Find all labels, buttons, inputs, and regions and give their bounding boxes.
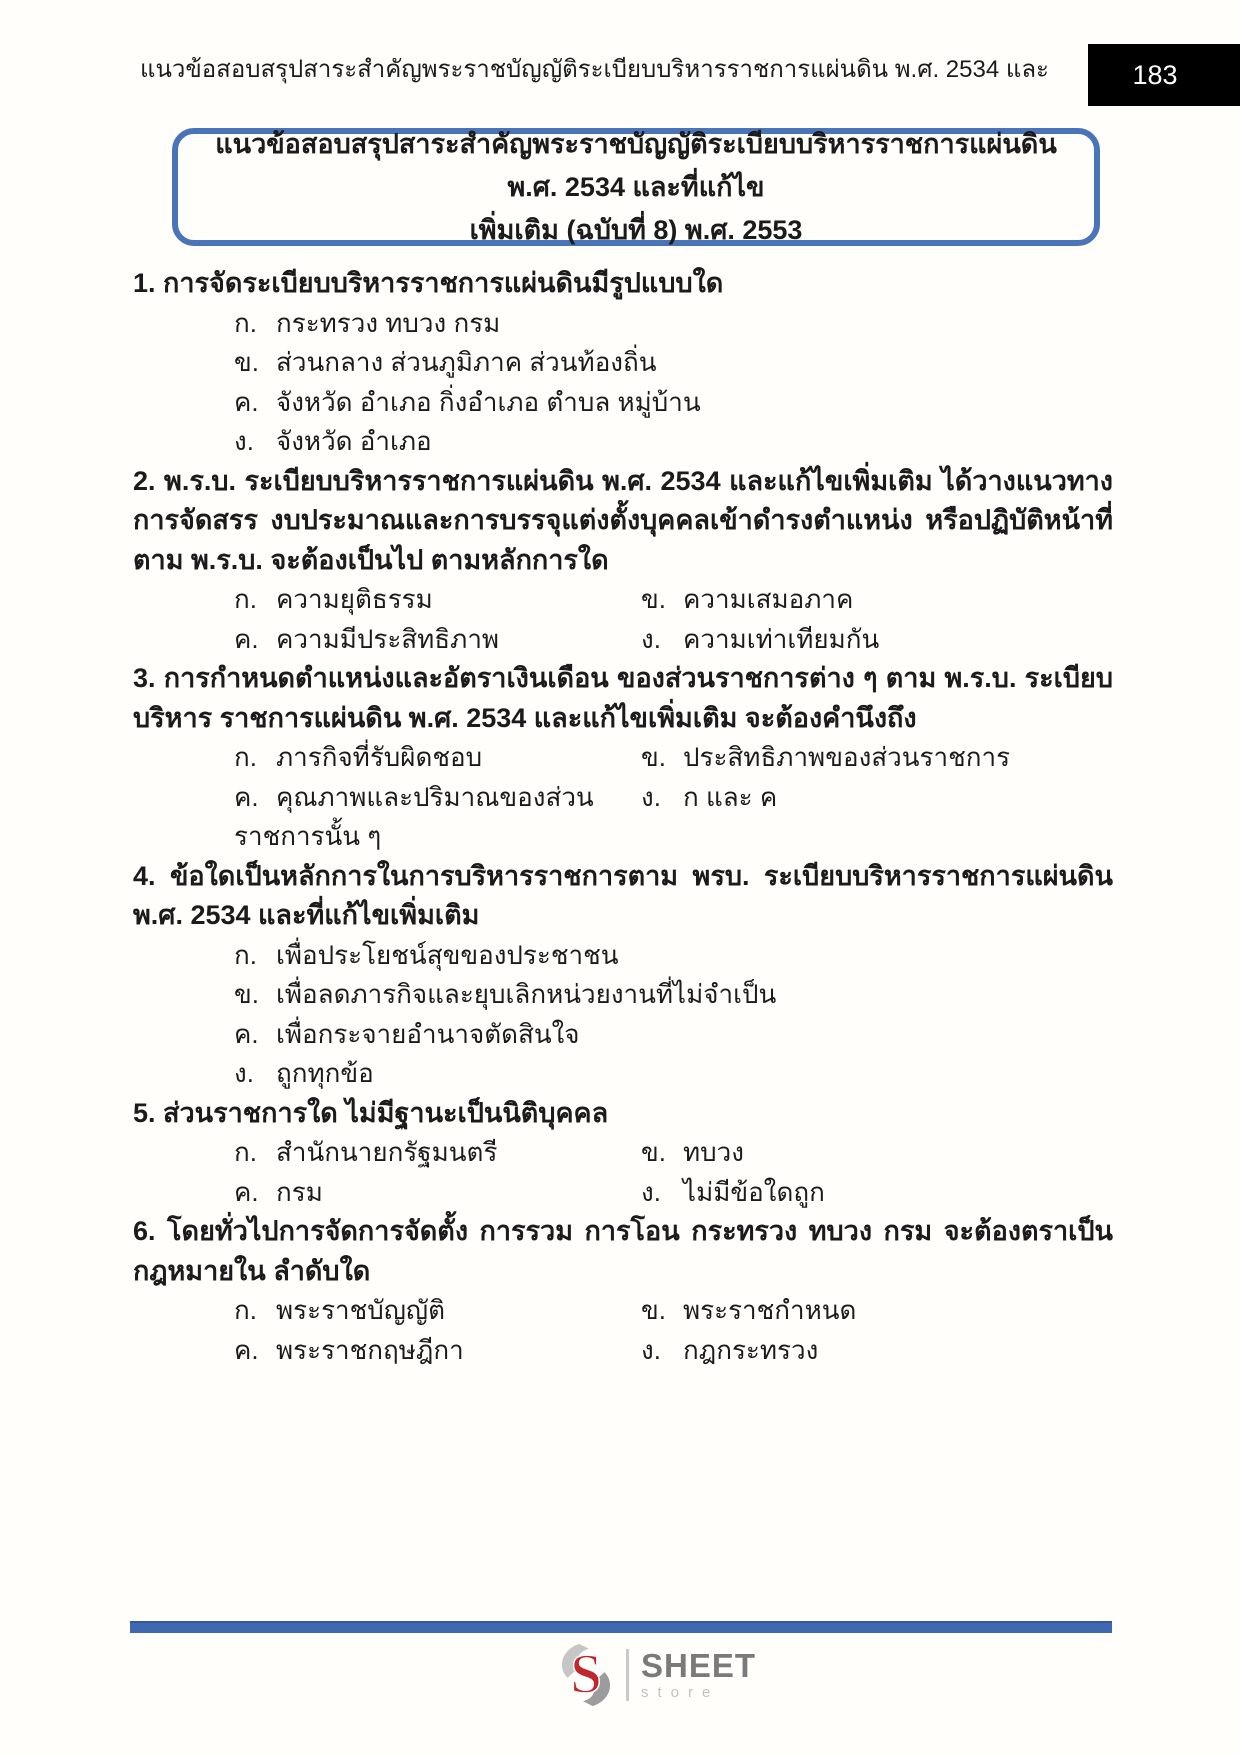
option-text: สำนักนายกรัฐมนตรี (276, 1137, 498, 1167)
question-2-option-a (234, 580, 641, 620)
question-2-option-c (234, 620, 641, 660)
question-1-option-c (133, 383, 1113, 423)
question-6-option-a (234, 1291, 641, 1331)
option-label: ค. (234, 1334, 259, 1365)
question-5-option-c (234, 1173, 641, 1213)
question-4 (133, 857, 1113, 1094)
question-2 (133, 462, 1113, 660)
option-label: ง. (641, 781, 661, 812)
question-6-option-c (234, 1331, 641, 1371)
option-label: ข. (641, 1137, 666, 1167)
question-2-text: 2. พ.ร.บ. ระเบียบบริหารราชการแผ่นดิน พ.ศ. 2534 และแก้ไขเพิ่มเติม ได้วางแนวทางการจัดสรร งบประมาณและการบรรจุแต่งตั้งบุคคลเข้าดำรงตำแหน่ง หรือปฏิบัติหน้าที่ตาม พ.ร.บ. จะต้องเป็นไป ตามหลักการใด (133, 465, 1113, 575)
option-label: ก. (234, 1295, 257, 1325)
svg-text:S: S (570, 1643, 602, 1706)
option-label: ง. (641, 1176, 661, 1207)
option-text: กรม (276, 1176, 323, 1207)
questions-list (133, 264, 1113, 1370)
question-4-option-a (133, 936, 1113, 976)
option-text: ประสิทธิภาพของส่วนราชการ (683, 742, 1011, 772)
option-label: ง. (641, 1334, 661, 1365)
option-text: ความมีประสิทธิภาพ (276, 623, 500, 654)
option-label: ก. (234, 584, 257, 614)
option-text: ก และ ค (683, 781, 778, 812)
option-text: เพื่อประโยชน์สุขของประชาชน (276, 939, 619, 970)
option-text: พระราชบัญญัติ (276, 1295, 445, 1325)
question-6-text: 6. โดยทั่วไปการจัดการจัดตั้ง การรวม การโอน กระทรวง ทบวง กรม จะต้องตราเป็นกฎหมายใน ลำดับใด (133, 1216, 1113, 1286)
option-label: ข. (641, 1295, 666, 1325)
question-3-option-d (641, 778, 1113, 857)
option-text: ความเสมอภาค (683, 584, 854, 614)
question-1-text: 1. การจัดระเบียบบริหารราชการแผ่นดินมีรูปแบบใด (133, 268, 724, 298)
option-label: ง. (234, 426, 254, 456)
option-text: ภารกิจที่รับผิดชอบ (276, 742, 483, 772)
question-4-text: 4. ข้อใดเป็นหลักการในการบริหารราชการตาม พรบ. ระเบียบบริหารราชการแผ่นดิน พ.ศ. 2534 และที่แก้ไขเพิ่มเติม (133, 860, 1113, 930)
option-label: ก. (234, 307, 257, 338)
question-5-option-a (234, 1133, 641, 1173)
option-text: ความยุติธรรม (276, 584, 433, 614)
question-6-options (133, 1291, 1113, 1370)
option-text: ถูกทุกข้อ (276, 1058, 374, 1088)
question-5-text: 5. ส่วนราชการใด ไม่มีฐานะเป็นนิติบุคคล (133, 1097, 609, 1128)
option-label: ค. (234, 1176, 259, 1207)
option-text: ไม่มีข้อใดถูก (683, 1176, 825, 1207)
logo-s-icon (552, 1640, 620, 1710)
option-label: ง. (234, 1058, 254, 1088)
option-text: ส่วนกลาง ส่วนภูมิภาค ส่วนท้องถิ่น (276, 347, 657, 377)
question-4-options (133, 936, 1113, 1094)
option-label: ค. (234, 781, 259, 812)
running-header: แนวข้อสอบสรุปสาระสำคัญพระราชบัญญัติระเบียบบริหารราชการแผ่นดิน พ.ศ. 2534 และ (140, 56, 1049, 83)
logo-divider (626, 1649, 629, 1701)
option-text: พระราชกฤษฎีกา (276, 1334, 464, 1365)
question-2-option-d (641, 620, 1113, 660)
option-label: ก. (234, 742, 257, 772)
question-3-option-a (234, 738, 641, 778)
option-label: ข. (641, 584, 666, 614)
option-text: เพื่อลดภารกิจและยุบเลิกหน่วยงานที่ไม่จำเป็น (276, 979, 777, 1009)
question-3-option-b (641, 738, 1113, 778)
question-3-option-c (234, 778, 641, 857)
option-label: ค. (234, 623, 259, 654)
question-5 (133, 1094, 1113, 1213)
sheet-store-logo (552, 1640, 756, 1710)
question-4-option-c (133, 1015, 1113, 1055)
question-1-option-d (133, 422, 1113, 462)
option-label: ง. (641, 623, 661, 654)
question-3 (133, 659, 1113, 857)
question-6-option-d (641, 1331, 1113, 1371)
question-5-option-b (641, 1133, 1113, 1173)
question-3-options (133, 738, 1113, 857)
option-text: จังหวัด อำเภอ (276, 426, 432, 456)
title-box (172, 128, 1100, 246)
page-number: 183 (1132, 59, 1178, 90)
option-label: ก. (234, 1137, 257, 1167)
option-label: ค. (234, 386, 259, 417)
logo-title: SHEET (641, 1647, 757, 1684)
page-number-box (1088, 44, 1240, 106)
title-line-2: เพิ่มเติม (ฉบับที่ 8) พ.ศ. 2553 (469, 214, 803, 245)
question-6-option-b (641, 1291, 1113, 1331)
option-text: พระราชกำหนด (683, 1295, 857, 1325)
option-label: ข. (234, 979, 259, 1009)
question-1-option-a (133, 304, 1113, 344)
title-line-1: แนวข้อสอบสรุปสาระสำคัญพระราชบัญญัติระเบียบบริหารราชการแผ่นดิน พ.ศ. 2534 และที่แก้ไข (215, 128, 1057, 202)
question-6 (133, 1212, 1113, 1370)
question-3-text: 3. การกำหนดตำแหน่งและอัตราเงินเดือน ของส่วนราชการต่าง ๆ ตาม พ.ร.บ. ระเบียบบริหาร ราชการแผ่นดิน พ.ศ. 2534 และแก้ไขเพิ่มเติม จะต้องคำนึงถึง (133, 663, 1113, 733)
option-label: ข. (641, 742, 666, 772)
question-1 (133, 264, 1113, 462)
option-text: เพื่อกระจายอำนาจตัดสินใจ (276, 1018, 580, 1049)
footer-divider (130, 1621, 1112, 1633)
option-text: คุณภาพและปริมาณของส่วนราชการนั้น ๆ (234, 781, 594, 851)
logo-subtitle: store (641, 1684, 720, 1701)
option-text: กฎกระทรวง (683, 1334, 819, 1365)
option-text: ความเท่าเทียมกัน (683, 623, 880, 654)
question-5-option-d (641, 1173, 1113, 1213)
option-label: ข. (234, 347, 259, 377)
question-2-options (133, 580, 1113, 659)
question-4-option-d (133, 1054, 1113, 1094)
question-2-option-b (641, 580, 1113, 620)
question-1-option-b (133, 343, 1113, 383)
option-text: จังหวัด อำเภอ กิ่งอำเภอ ตำบล หมู่บ้าน (276, 386, 701, 417)
question-1-options (133, 304, 1113, 462)
question-5-options (133, 1133, 1113, 1212)
question-4-option-b (133, 975, 1113, 1015)
option-label: ก. (234, 939, 257, 970)
option-text: กระทรวง ทบวง กรม (276, 307, 501, 338)
option-label: ค. (234, 1018, 259, 1049)
option-text: ทบวง (683, 1137, 744, 1167)
